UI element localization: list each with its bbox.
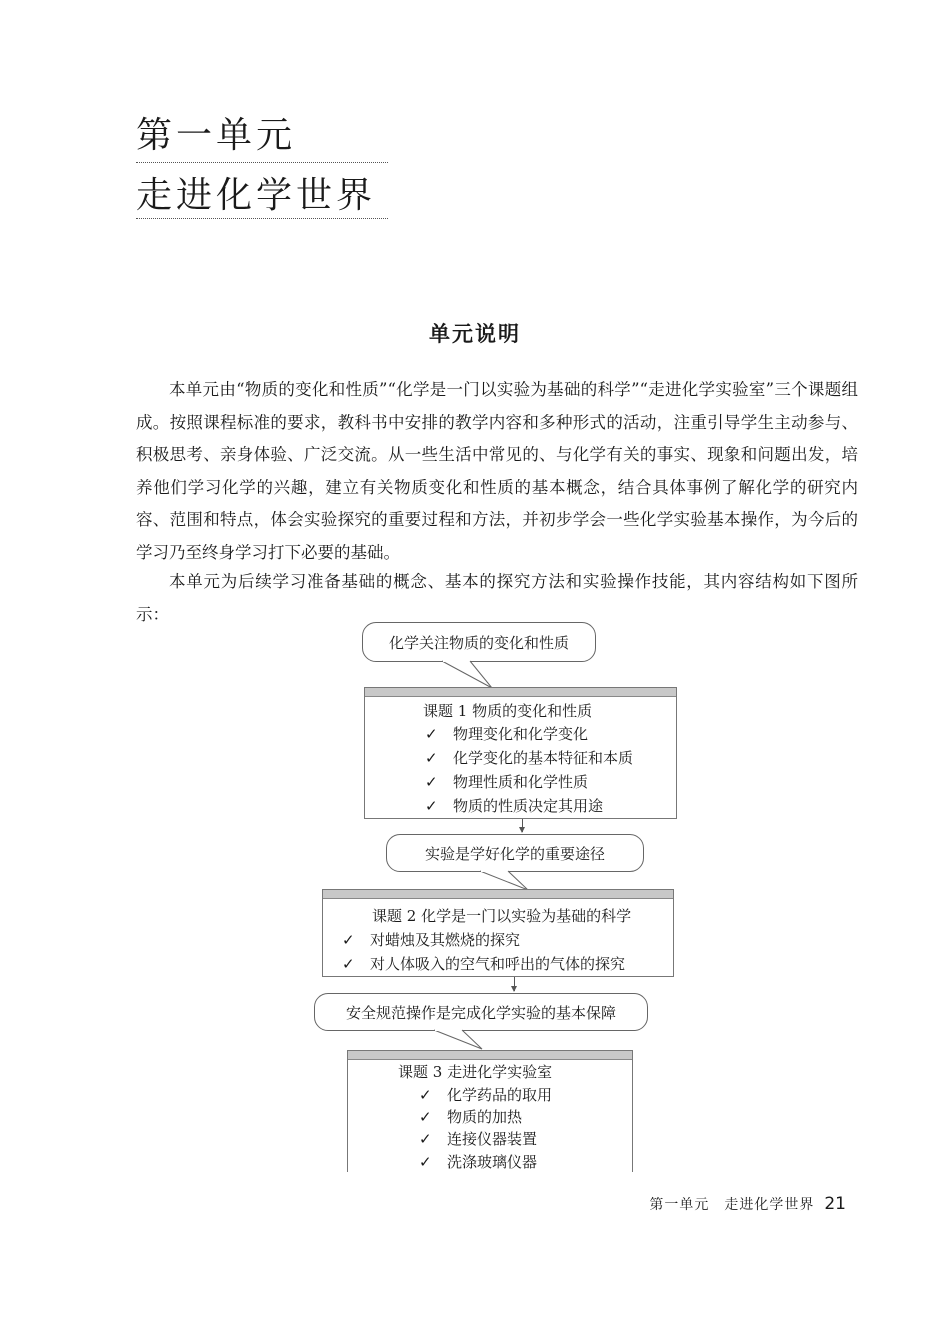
topic-item	[425, 723, 588, 744]
callout-tail	[440, 660, 500, 690]
callout-bubble	[314, 993, 648, 1031]
check-icon: ✓	[419, 1153, 432, 1171]
topic-item	[425, 771, 588, 792]
callout-text: 化学关注物质的变化和性质	[388, 633, 569, 652]
topic-item	[425, 747, 633, 768]
topic-item	[342, 953, 625, 974]
paragraph-text: 本单元由“物质的变化和性质”“化学是一门以实验为基础的科学”“走进化学实验室”三个课题组成。按照课程标准的要求，教科书中安排的教学内容和多种形式的活动，注重引导学生主动参与、积极思考、亲身体验、广泛交流。从一些生活中常见的、与化学有关的事实、现象和问题出发，培养他们学习化学的兴趣，建立有关物质变化和性质的基本概念，结合具体事例了解化学的研究内容、范围和特点，体会实验探究的重要过程和方法，并初步学会一些化学实验基本操作，为今后的学习乃至终身学习打下必要的基础。	[136, 380, 858, 562]
topic-box-header-bar	[323, 890, 673, 899]
topic-title: 课题 1 物质的变化和性质	[423, 702, 593, 720]
check-icon: ✓	[342, 955, 355, 973]
check-icon: ✓	[425, 725, 438, 743]
paragraph-text: 本单元为后续学习准备基础的概念、基本的探究方法和实验操作技能，其内容结构如下图所示：	[136, 572, 858, 624]
callout-tail	[432, 1029, 492, 1051]
topic-item-label: 洗涤玻璃仪器	[447, 1153, 538, 1171]
topic-item	[425, 795, 603, 816]
topic-item-label: 化学药品的取用	[447, 1086, 553, 1104]
title-dotted-divider	[136, 218, 388, 219]
check-icon: ✓	[425, 773, 438, 791]
check-icon: ✓	[419, 1130, 432, 1148]
topic-item-label: 物质的性质决定其用途	[453, 797, 604, 815]
callout-text: 实验是学好化学的重要途径	[424, 844, 605, 863]
topic-item	[419, 1128, 537, 1149]
topic-item-label: 物理性质和化学性质	[453, 773, 589, 791]
page-footer	[649, 1194, 846, 1214]
flow-arrow	[522, 819, 523, 832]
unit-number-title: 第一单元	[136, 115, 297, 156]
check-icon: ✓	[342, 931, 355, 949]
check-icon: ✓	[419, 1108, 432, 1126]
topic-item	[419, 1084, 552, 1105]
topic-item-label: 对人体吸入的空气和呼出的气体的探究	[370, 955, 626, 973]
section-heading: 单元说明	[429, 322, 521, 346]
topic-item	[419, 1151, 537, 1172]
running-title: 第一单元 走进化学世界	[649, 1197, 815, 1213]
topic-title: 课题 2 化学是一门以实验为基础的科学	[372, 907, 632, 925]
topic-item	[342, 929, 520, 950]
callout-bubble	[362, 622, 596, 662]
title-dotted-divider	[136, 162, 388, 163]
check-icon: ✓	[419, 1086, 432, 1104]
intro-paragraph	[136, 374, 858, 569]
callout-bubble	[386, 834, 644, 872]
page-number: 21	[824, 1194, 846, 1214]
topic-box-header-bar	[348, 1051, 632, 1060]
check-icon: ✓	[425, 797, 438, 815]
topic-item-label: 物理变化和化学变化	[453, 725, 589, 743]
callout-text: 安全规范操作是完成化学实验的基本保障	[345, 1003, 616, 1022]
topic-box-header-bar	[365, 688, 676, 697]
flow-arrow	[514, 977, 515, 991]
topic-item-label: 化学变化的基本特征和本质	[453, 749, 634, 767]
topic-item	[419, 1106, 522, 1127]
topic-item-label: 对蜡烛及其燃烧的探究	[370, 931, 521, 949]
topic-item-label: 连接仪器装置	[447, 1130, 538, 1148]
topic-item-label: 物质的加热	[447, 1108, 523, 1126]
unit-name-title: 走进化学世界	[136, 175, 377, 216]
topic-title: 课题 3 走进化学实验室	[398, 1063, 553, 1081]
check-icon: ✓	[425, 749, 438, 767]
